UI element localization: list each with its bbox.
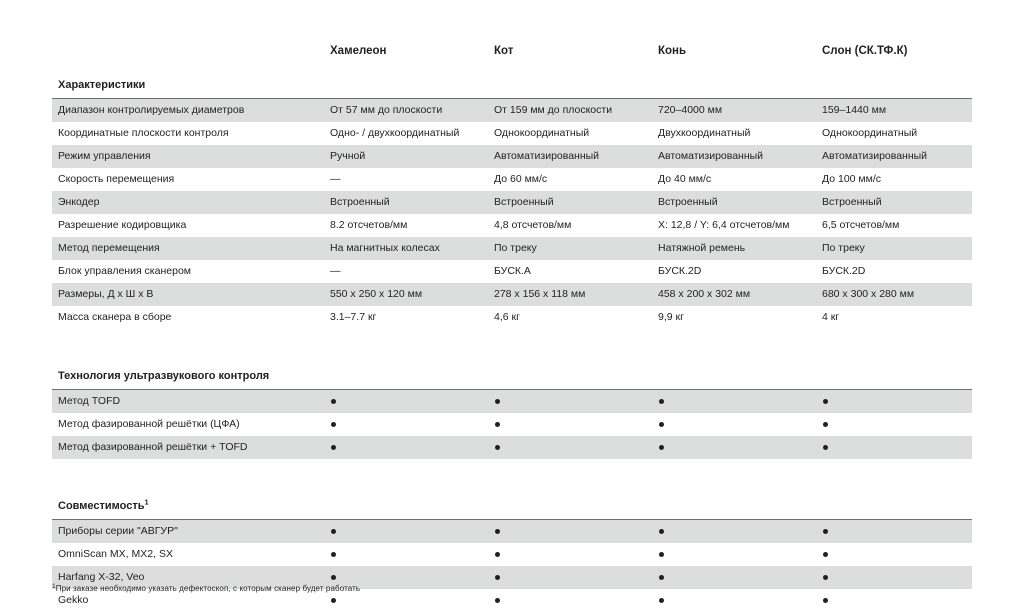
row-value: 4 кг	[816, 306, 972, 329]
row-label: Энкодер	[52, 191, 324, 214]
row-value: Автоматизированный	[652, 145, 816, 168]
table-row	[52, 413, 972, 436]
product-header-slon: Слон (СК.ТФ.К)	[822, 45, 908, 57]
row-value: Встроенный	[488, 191, 652, 214]
header-empty-cell	[52, 36, 324, 72]
row-value: Автоматизированный	[488, 145, 652, 168]
row-value-dot	[816, 436, 972, 459]
row-value: БУСК.2D	[652, 260, 816, 283]
row-value-dot	[488, 566, 652, 589]
bullet-icon	[659, 445, 664, 450]
row-label: Режим управления	[52, 145, 324, 168]
row-label: Gekko	[52, 589, 324, 612]
row-value: 4,6 кг	[488, 306, 652, 329]
spec-table-compatibility	[52, 493, 972, 612]
row-label: OmniScan MX, MX2, SX	[52, 543, 324, 566]
row-label: Приборы серии "АВГУР"	[52, 520, 324, 544]
table-row	[52, 390, 972, 414]
row-value: Автоматизированный	[816, 145, 972, 168]
row-value-dot	[816, 543, 972, 566]
row-label: Harfang X-32, Veo	[52, 566, 324, 589]
section-spacer-1	[324, 72, 488, 99]
section-spacer-4	[816, 72, 972, 99]
row-label: Размеры, Д х Ш х В	[52, 283, 324, 306]
row-label: Блок управления сканером	[52, 260, 324, 283]
bullet-icon	[659, 422, 664, 427]
row-value: На магнитных колесах	[324, 237, 488, 260]
product-header-kon: Конь	[658, 45, 687, 57]
row-value: До 60 мм/с	[488, 168, 652, 191]
row-value: 8.2 отсчетов/мм	[324, 214, 488, 237]
bullet-icon	[331, 529, 336, 534]
table-row	[52, 122, 972, 145]
row-value: Натяжной ремень	[652, 237, 816, 260]
section-spacer-2	[488, 363, 652, 390]
section-title-compatibility-cell	[52, 493, 324, 520]
row-value: До 100 мм/с	[816, 168, 972, 191]
row-value-dot	[324, 543, 488, 566]
table-row	[52, 237, 972, 260]
bullet-icon	[823, 575, 828, 580]
table-row	[52, 260, 972, 283]
product-header-hameleon: Хамелеон	[330, 45, 387, 57]
bullet-icon	[331, 575, 336, 580]
row-value: Однокоординатный	[816, 122, 972, 145]
product-header-row	[52, 36, 972, 72]
row-value: До 40 мм/с	[652, 168, 816, 191]
bullet-icon	[823, 552, 828, 557]
table-row	[52, 99, 972, 123]
row-value: 458 x 200 x 302 мм	[652, 283, 816, 306]
row-value-dot	[488, 520, 652, 544]
row-value: Однокоординатный	[488, 122, 652, 145]
section-title-ultrasonic: Технология ультразвукового контроля	[52, 363, 324, 390]
row-value-dot	[816, 566, 972, 589]
row-value: 3.1–7.7 кг	[324, 306, 488, 329]
table-row	[52, 306, 972, 329]
row-label: Метод TOFD	[52, 390, 324, 414]
bullet-icon	[823, 422, 828, 427]
section-title-ultrasonic-row	[52, 363, 972, 390]
table-row	[52, 520, 972, 544]
table-row	[52, 543, 972, 566]
spec-table-area	[52, 36, 972, 612]
row-value: Встроенный	[324, 191, 488, 214]
section-spacer-1	[324, 493, 488, 520]
bullet-icon	[659, 598, 664, 603]
row-value: БУСК.2D	[816, 260, 972, 283]
table-row	[52, 283, 972, 306]
section-title-footnote-marker: 1	[144, 497, 149, 507]
row-value: От 159 мм до плоскости	[488, 99, 652, 123]
section-spacer-3	[652, 493, 816, 520]
row-label: Метод перемещения	[52, 237, 324, 260]
row-value: По треку	[488, 237, 652, 260]
row-value: Одно- / двухкоординатный	[324, 122, 488, 145]
table-row	[52, 191, 972, 214]
row-label: Разрешение кодировщика	[52, 214, 324, 237]
section-gap-2	[52, 459, 972, 493]
row-value-dot	[488, 543, 652, 566]
row-value: —	[324, 168, 488, 191]
bullet-icon	[659, 552, 664, 557]
bullet-icon	[659, 575, 664, 580]
footnote-marker: 1	[52, 583, 56, 590]
bullet-icon	[823, 399, 828, 404]
section-spacer-3	[652, 72, 816, 99]
row-value: По треку	[816, 237, 972, 260]
spec-table-characteristics	[52, 36, 972, 329]
footnote-text: При заказе необходимо указать дефектоскоп, с которым сканер будет работать	[55, 584, 361, 593]
section-spacer-3	[652, 363, 816, 390]
bullet-icon	[331, 422, 336, 427]
row-value: 720–4000 мм	[652, 99, 816, 123]
section-spacer-4	[816, 493, 972, 520]
section-title-characteristics-row	[52, 72, 972, 99]
row-value-dot	[488, 390, 652, 414]
row-value-dot	[652, 390, 816, 414]
row-value: 550 x 250 x 120 мм	[324, 283, 488, 306]
spec-table-ultrasonic	[52, 363, 972, 459]
row-value: Двухкоординатный	[652, 122, 816, 145]
row-value-dot	[816, 589, 972, 612]
bullet-icon	[331, 598, 336, 603]
section-title-compatibility-row	[52, 493, 972, 520]
row-value-dot	[816, 413, 972, 436]
table-row	[52, 168, 972, 191]
row-value-dot	[652, 413, 816, 436]
footnote	[52, 584, 360, 593]
bullet-icon	[331, 399, 336, 404]
bullet-icon	[495, 529, 500, 534]
row-value-dot	[488, 413, 652, 436]
row-value: Ручной	[324, 145, 488, 168]
section-spacer-1	[324, 363, 488, 390]
section-title-compatibility: Совместимость	[58, 500, 145, 512]
row-label: Диапазон контролируемых диаметров	[52, 99, 324, 123]
bullet-icon	[495, 552, 500, 557]
section-spacer-2	[488, 493, 652, 520]
bullet-icon	[495, 445, 500, 450]
section-title-characteristics: Характеристики	[52, 72, 324, 99]
row-value-dot	[488, 436, 652, 459]
bullet-icon	[331, 445, 336, 450]
row-value: —	[324, 260, 488, 283]
row-label: Метод фазированной решётки + TOFD	[52, 436, 324, 459]
row-value: 4,8 отсчетов/мм	[488, 214, 652, 237]
row-value: От 57 мм до плоскости	[324, 99, 488, 123]
row-label: Масса сканера в сборе	[52, 306, 324, 329]
bullet-icon	[823, 598, 828, 603]
bullet-icon	[495, 399, 500, 404]
row-value-dot	[652, 436, 816, 459]
row-value: БУСК.А	[488, 260, 652, 283]
bullet-icon	[823, 529, 828, 534]
row-value: 159–1440 мм	[816, 99, 972, 123]
row-value-dot	[488, 589, 652, 612]
row-value-dot	[652, 520, 816, 544]
row-value-dot	[324, 390, 488, 414]
row-value-dot	[652, 543, 816, 566]
product-header-kot: Кот	[494, 45, 514, 57]
bullet-icon	[495, 422, 500, 427]
row-value-dot	[816, 520, 972, 544]
section-gap-1	[52, 329, 972, 363]
row-value: Встроенный	[652, 191, 816, 214]
bullet-icon	[495, 598, 500, 603]
row-value-dot	[324, 520, 488, 544]
row-value: 9,9 кг	[652, 306, 816, 329]
row-value: Встроенный	[816, 191, 972, 214]
table-row	[52, 436, 972, 459]
row-value: X: 12,8 / Y: 6,4 отсчетов/мм	[652, 214, 816, 237]
section-spacer-2	[488, 72, 652, 99]
bullet-icon	[495, 575, 500, 580]
row-label: Метод фазированной решётки (ЦФА)	[52, 413, 324, 436]
row-value-dot	[652, 589, 816, 612]
bullet-icon	[659, 529, 664, 534]
row-label: Скорость перемещения	[52, 168, 324, 191]
bullet-icon	[823, 445, 828, 450]
row-value: 278 x 156 x 118 мм	[488, 283, 652, 306]
row-value-dot	[324, 436, 488, 459]
row-value: 6,5 отсчетов/мм	[816, 214, 972, 237]
bullet-icon	[659, 399, 664, 404]
row-value-dot	[652, 566, 816, 589]
row-value-dot	[324, 413, 488, 436]
section-spacer-4	[816, 363, 972, 390]
row-value-dot	[816, 390, 972, 414]
bullet-icon	[331, 552, 336, 557]
row-value: 680 x 300 x 280 мм	[816, 283, 972, 306]
table-row	[52, 145, 972, 168]
table-row	[52, 214, 972, 237]
row-label: Координатные плоскости контроля	[52, 122, 324, 145]
